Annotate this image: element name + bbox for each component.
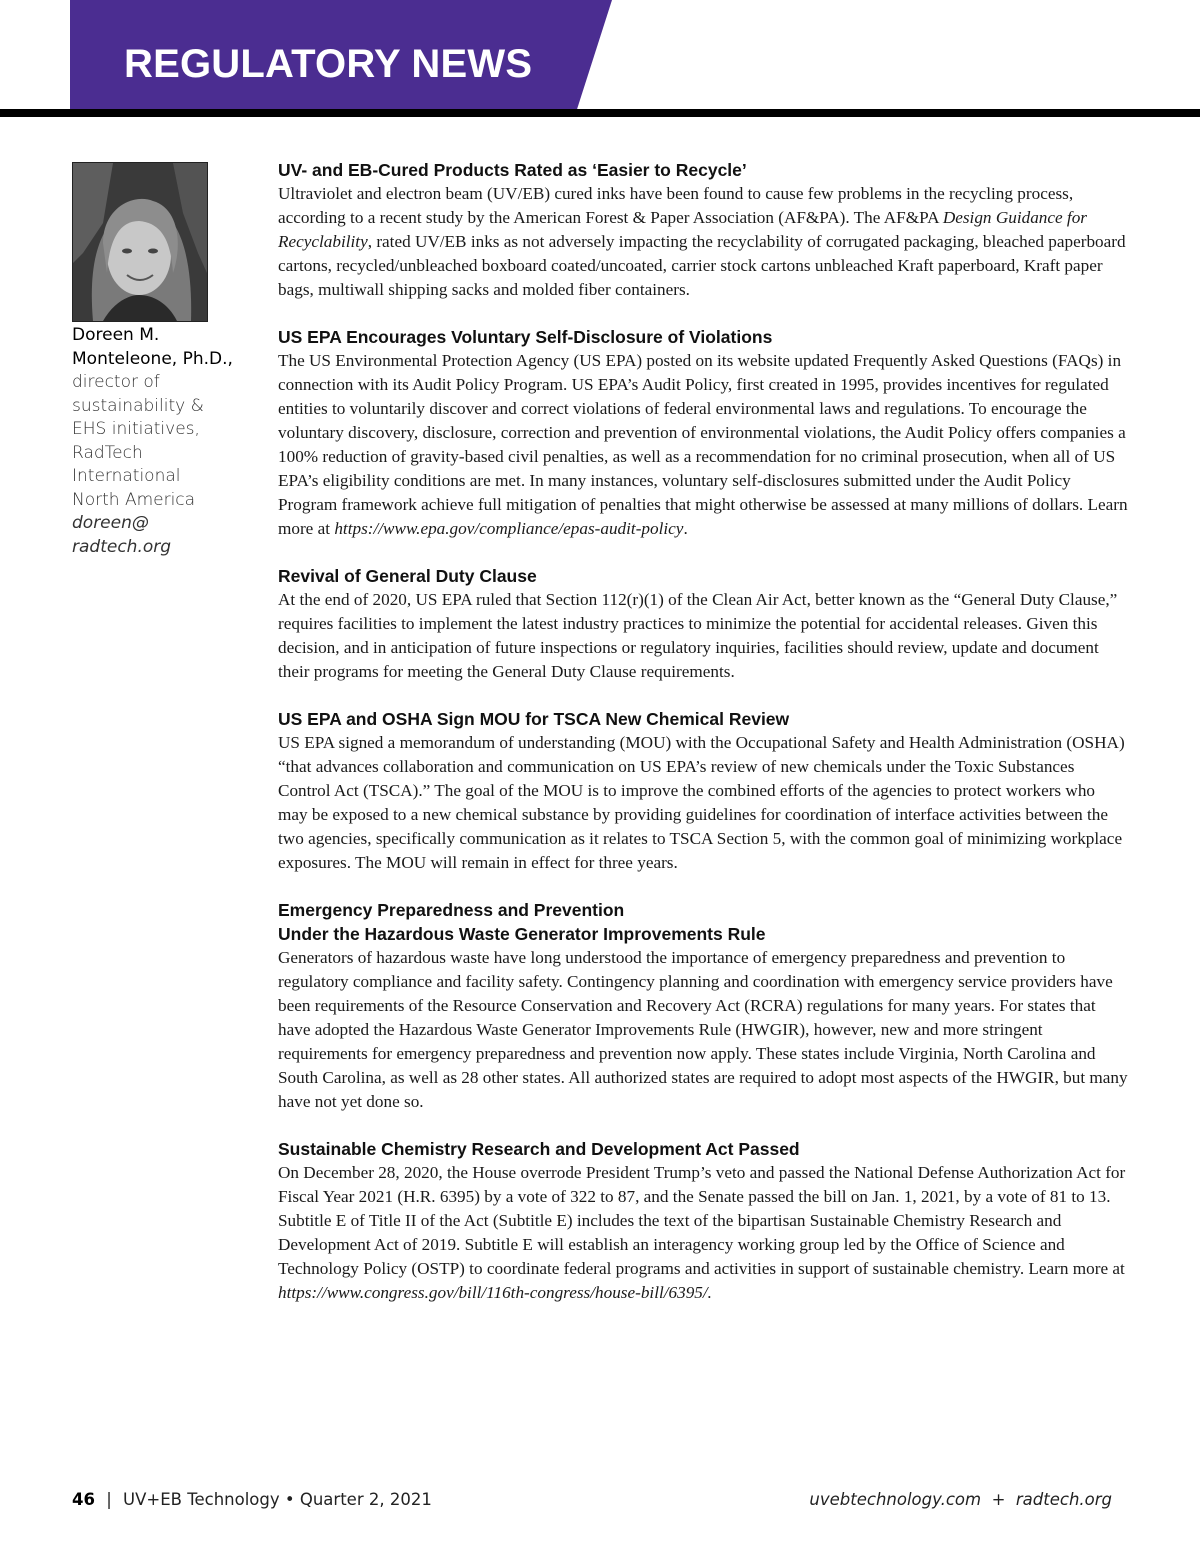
author-role-line: North America [72,489,196,510]
article-text: , rated UV/EB inks as not adversely impacting the recyclability of corrugated packaging, bleached paperboard cartons, recycled/unbleached boxboard coated/uncoated, carrier stock cartons unbleached Kraft paperboard, Kraft paper bags, multiwall shipping sacks and molded fiber containers. [278,232,1126,299]
article-link[interactable]: https://www.epa.gov/compliance/epas-audit-policy [334,519,684,538]
article-text: At the end of 2020, US EPA ruled that Section 112(r)(1) of the Clean Air Act, better known as the “General Duty Clause,” requires facilities to implement the latest industry practices to minimize the potential for accidental releases. Given this decision, and in anticipation of future inspections or regulatory inquiries, facilities should review, update and document their programs for meeting the General Duty Clause requirements. [278,590,1118,681]
author-email-line1[interactable]: doreen@ [72,513,149,533]
author-bio [72,324,252,559]
article-body [278,349,1128,541]
author-role-line: sustainability & [72,395,204,416]
footer-left [72,1490,432,1509]
header-rule [0,109,1200,117]
article-general-duty [278,564,1128,684]
section-title: REGULATORY NEWS [124,42,533,86]
article-text: . [683,519,688,538]
article-text: Ultraviolet and electron beam (UV/EB) cured inks have been found to cause few problems in the recycling process, according to a recent study by the American Forest & Paper Association (AF&PA). The AF&PA [278,184,1074,227]
article-sustainable-chemistry [278,1137,1128,1305]
article-title: Emergency Preparedness and Prevention [278,900,625,920]
author-email-line2[interactable]: radtech.org [72,536,172,557]
page-footer [72,1490,1112,1516]
article-recycle [278,158,1128,302]
author-role-line: director of [72,372,160,392]
author-role-line: EHS initiatives, [72,419,200,439]
article-body [278,731,1128,875]
article-text: On December 28, 2020, the House overrode President Trump’s veto and passed the National Defense Authorization Act for Fiscal Year 2021 (H.R. 6395) by a vote of 322 to 87, and the Senate passed the bill on Jan. 1, 2021, by a vote of 81 to 13. Subtitle E of Title II of the Act (Subtitle E) includes the text of the bipartisan Sustainable Chemistry Research and Development Act of 2019. Subtitle E will establish an interagency working group led by the Office of Science and Technology Policy (OSTP) to coordinate federal programs and activities in support of sustainable chemistry. Learn more at [278,1163,1126,1278]
article-body [278,1161,1128,1305]
article-title: Sustainable Chemistry Research and Development Act Passed [278,1139,800,1159]
footer-separator: | [106,1490,112,1509]
article-publication-title: Design Guidance for Recyclability [278,208,1087,251]
article-title: US EPA Encourages Voluntary Self-Disclosure of Violations [278,327,773,347]
article-link[interactable]: https://www.congress.gov/bill/116th-congress/house-bill/6395/. [278,1283,712,1302]
article-emergency [278,898,1128,1114]
author-photo [72,162,208,322]
article-body [278,946,1128,1114]
article-title-line2: Under the Hazardous Waste Generator Improvements Rule [278,924,766,944]
author-portrait-image [73,163,207,321]
author-name-line1: Doreen M. [72,325,160,345]
article-text: US EPA signed a memorandum of understanding (MOU) with the Occupational Safety and Health Administration (OSHA) “that advances collaboration and communication on US EPA’s review of new chemicals under the Toxic Substances Control Act (TSCA).” The goal of the MOU is to improve the combined efforts of the agencies to protect workers who may be exposed to a new chemical substance by providing guidelines for coordination of interface activities between the two agencies, specifically communication as it relates to TSCA Section 5, with the common goal of minimizing workplace exposures. The MOU will remain in effect for three years. [278,733,1125,872]
article-text: Generators of hazardous waste have long understood the importance of emergency preparedness and prevention to regulatory compliance and facility safety. Contingency planning and coordination with emergency service providers have been requirements of the Resource Conservation and Recovery Act (RCRA) regulations for many years. For states that have adopted the Hazardous Waste Generator Improvements Rule (HWGIR), however, new and more stringent requirements for emergency preparedness and prevention now apply. These states include Virginia, North Carolina and South Carolina, as well as 28 other states. All authorized states are required to adopt most aspects of the HWGIR, but many have not yet done so. [278,948,1128,1111]
author-role-line: RadTech [72,442,143,463]
article-title: US EPA and OSHA Sign MOU for TSCA New Chemical Review [278,709,790,729]
article-body [278,182,1128,302]
article-self-disclosure [278,325,1128,541]
publication-name: UV+EB Technology • Quarter 2, 2021 [123,1490,432,1509]
article-title: UV- and EB-Cured Products Rated as ‘Easier to Recycle’ [278,160,747,180]
footer-websites[interactable]: uvebtechnology.com + radtech.org [809,1490,1112,1509]
author-name-line2: Monteleone, Ph.D., [72,348,233,369]
author-role-line: International [72,466,181,486]
article-text: The US Environmental Protection Agency (US EPA) posted on its website updated Frequently Asked Questions (FAQs) in connection with its Audit Policy Program. US EPA’s Audit Policy, first created in 1995, provides incentives for regulated entities to voluntarily discover and correct violations of federal environmental laws and regulations. To encourage the voluntary discovery, disclosure, correction and prevention of environmental violations, the Audit Policy offers companies a 100% reduction of gravity-based civil penalties, as well as a recommendation for no criminal prosecution, when all of US EPA’s eligibility conditions are met. In many instances, voluntary self-disclosures submitted under the Audit Policy Program framework achieve full mitigation of penalties that might otherwise be assessed at many millions of dollars. Learn more at [278,351,1128,538]
page-number: 46 [72,1490,95,1509]
article-body [278,588,1128,684]
article-mou [278,707,1128,875]
article-column [278,158,1128,1328]
article-title: Revival of General Duty Clause [278,566,537,586]
